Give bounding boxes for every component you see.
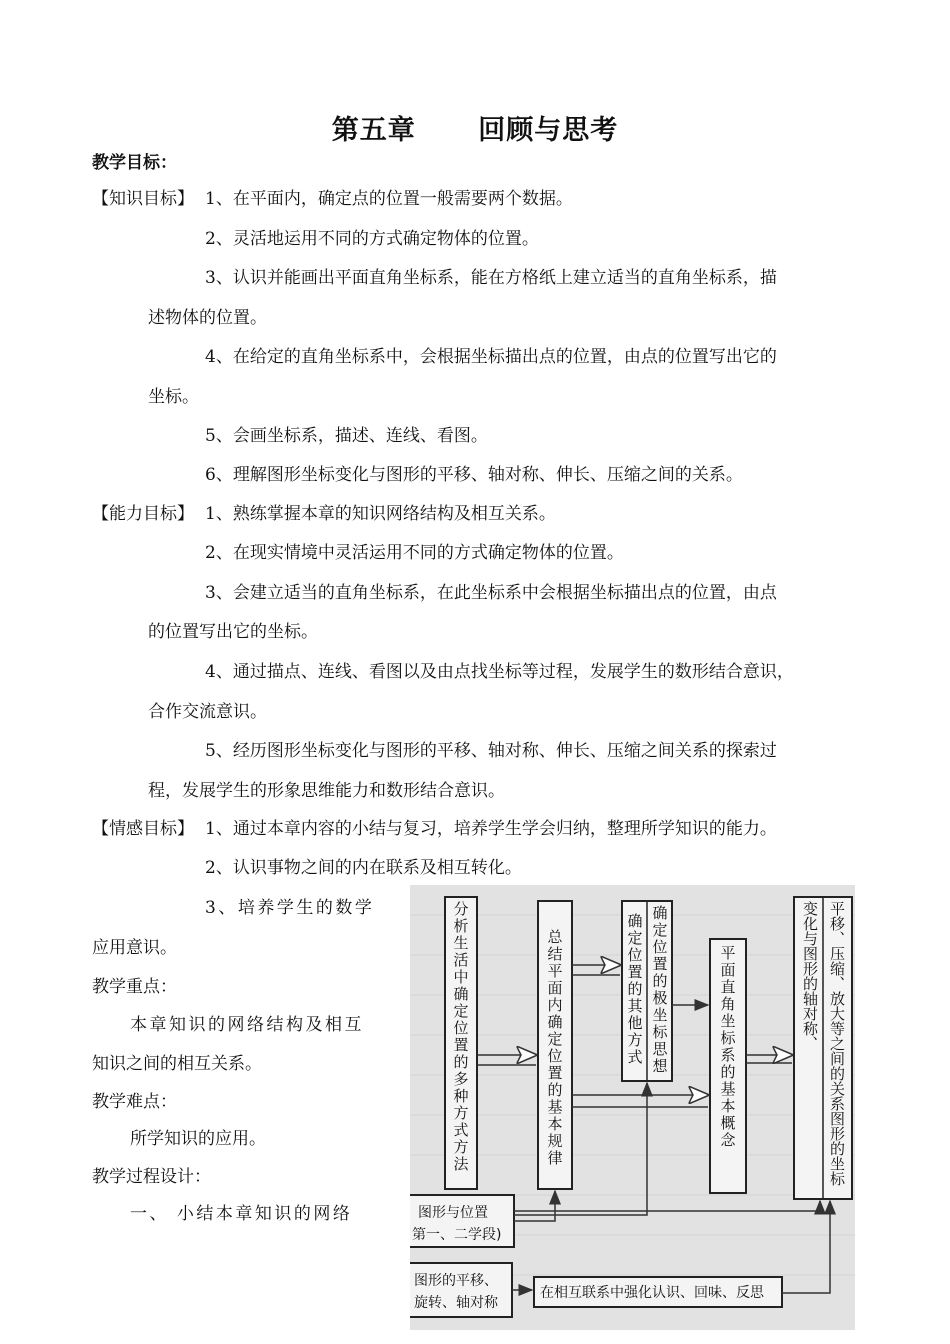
knowledge-item: 1、在平面内，确定点的位置一般需要两个数据。: [205, 189, 573, 209]
knowledge-item: 4、在给定的直角坐标系中，会根据坐标描出点的位置，由点的位置写出它的: [205, 347, 777, 367]
box4-text: 平面直角坐标系的基本概念: [720, 945, 736, 1149]
bottom2-line2: 旋转、轴对称: [414, 1295, 498, 1311]
key-points-heading: 教学重点：: [92, 977, 177, 997]
knowledge-item-cont: 述物体的位置。: [148, 308, 267, 328]
emotion-item: 1、通过本章内容的小结与复习，培养学生学会归纳，整理所学知识的能力。: [205, 819, 777, 839]
knowledge-item: 2、灵活地运用不同的方式确定物体的位置。: [205, 229, 539, 249]
knowledge-label: 【知识目标】: [92, 189, 194, 209]
ability-label: 【能力目标】: [92, 504, 194, 524]
ability-item: 5、经历图形坐标变化与图形的平移、轴对称、伸长、压缩之间关系的探索过: [205, 741, 777, 761]
page-title: 第五章 回顾与思考: [331, 115, 619, 146]
box3a-text: 确定位置的极坐标思想: [652, 905, 668, 1075]
ability-item: 1、熟练掌握本章的知识网络结构及相互关系。: [205, 504, 556, 524]
ability-item: 3、会建立适当的直角坐标系，在此坐标系中会根据坐标描出点的位置，由点: [205, 583, 777, 603]
box1-text: 分析生活中确定位置的多种方式方法: [453, 901, 469, 1173]
process-step: 一、 小结本章知识的网络: [130, 1204, 353, 1224]
knowledge-item: 6、理解图形坐标变化与图形的平移、轴对称、伸长、压缩之间的关系。: [205, 465, 743, 485]
process-heading: 教学过程设计：: [92, 1167, 211, 1187]
ability-item-cont: 的位置写出它的坐标。: [148, 622, 318, 642]
knowledge-item: 5、会画坐标系，描述、连线、看图。: [205, 426, 488, 446]
box3b-text: 确定位置的其他方式: [627, 913, 643, 1066]
knowledge-item: 3、认识并能画出平面直角坐标系，能在方格纸上建立适当的直角坐标系，描: [205, 268, 777, 288]
bottom1-line2: 第一、二学段): [412, 1227, 502, 1243]
objectives-heading: 教学目标：: [92, 153, 177, 173]
bottom3-text: 在相互联系中强化认识、回味、反思: [540, 1285, 764, 1301]
ability-item: 4、通过描点、连线、看图以及由点找坐标等过程，发展学生的数形结合意识，: [205, 662, 794, 682]
difficulty-text: 所学知识的应用。: [130, 1129, 266, 1149]
box5-text: 平移、压缩、放大等之间的关系图形的坐标变化与图形的轴对称、: [801, 901, 846, 1186]
emotion-item: 3、培养学生的数学: [205, 898, 375, 918]
ability-item-cont: 程，发展学生的形象思维能力和数形结合意识。: [148, 781, 505, 801]
bottom1-line1: 图形与位置: [418, 1205, 488, 1221]
knowledge-item-cont: 坐标。: [148, 387, 199, 407]
key-points-text: 本章知识的网络结构及相互: [130, 1015, 364, 1035]
ability-item: 2、在现实情境中灵活运用不同的方式确定物体的位置。: [205, 543, 624, 563]
difficulty-heading: 教学难点：: [92, 1092, 177, 1112]
emotion-item: 2、认识事物之间的内在联系及相互转化。: [205, 858, 522, 878]
key-points-text-cont: 知识之间的相互关系。: [92, 1054, 262, 1074]
box2-text: 总结平面内确定位置的基本规律: [547, 929, 563, 1167]
emotion-label: 【情感目标】: [92, 819, 194, 839]
ability-item-cont: 合作交流意识。: [148, 702, 267, 722]
knowledge-network-diagram: [410, 885, 855, 1330]
bottom2-line1: 图形的平移、: [414, 1273, 498, 1289]
emotion-item-cont: 应用意识。: [92, 938, 177, 958]
